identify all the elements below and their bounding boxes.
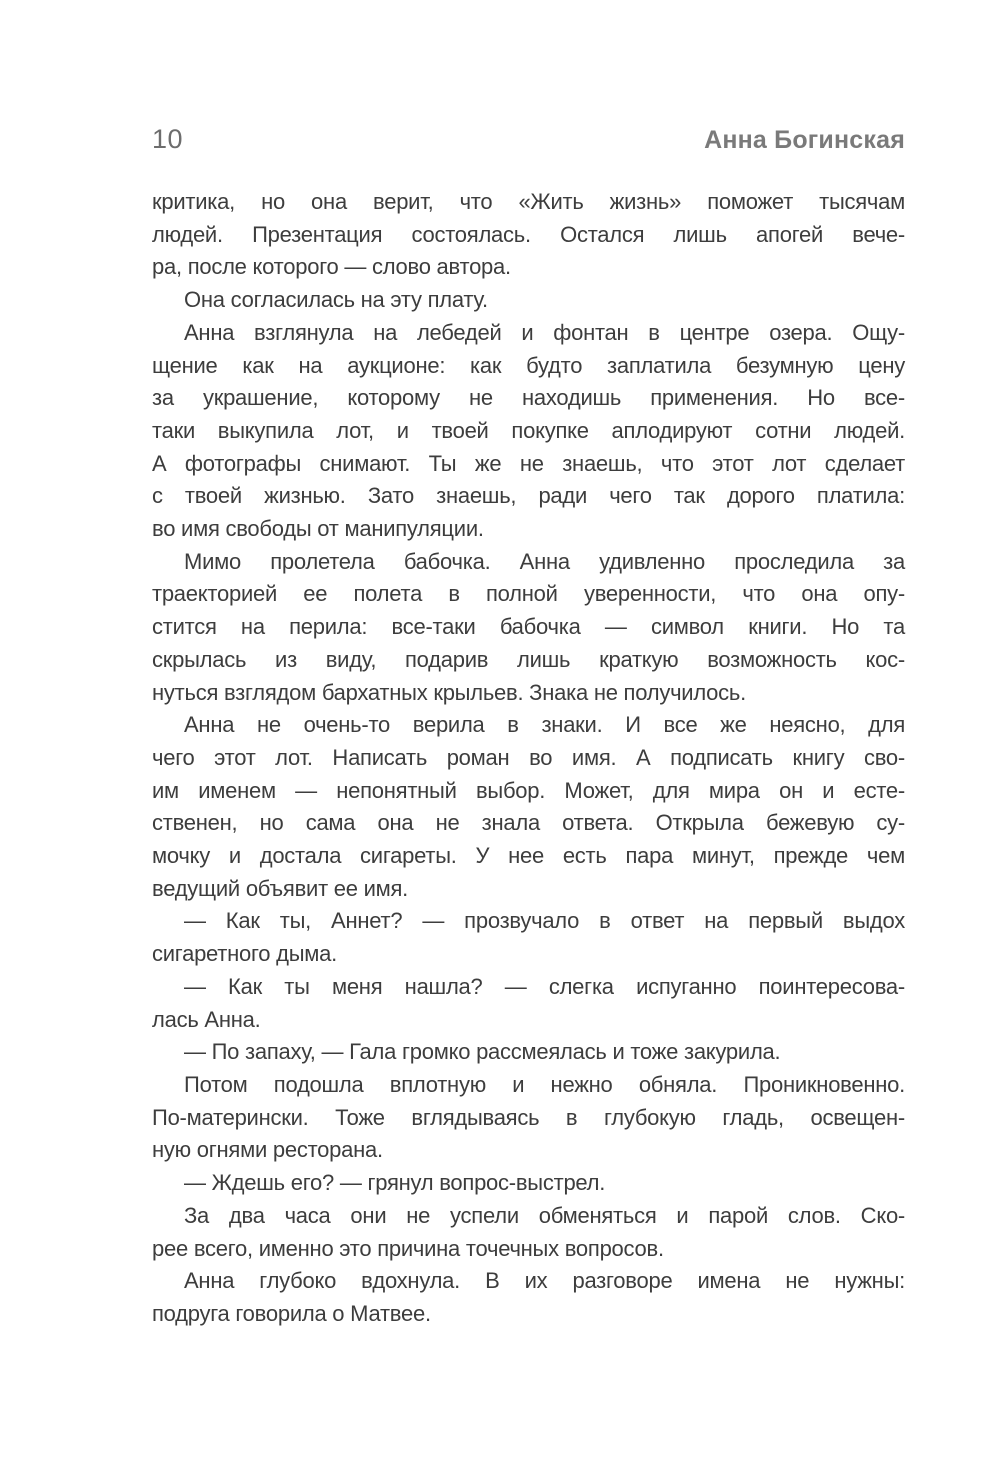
text-line: — По запаху, — Гала громко рассмеялась и тоже закурила. [184,1039,781,1065]
text-line: мочку и достала сигареты. У нее есть пара минут, прежде чем [152,843,905,869]
text-line: с твоей жизнью. Зато знаешь, ради чего так дорого платила: [152,483,905,509]
paragraph [152,1265,905,1330]
text-line: ственен, но сама она не знала ответа. Открыла бежевую су- [152,810,905,836]
paragraph [152,546,905,710]
page-body [152,186,905,1331]
running-head-author: Анна Богинская [704,126,905,154]
text-line: щение как на аукционе: как будто заплатила безумную цену [152,352,905,378]
paragraph [152,1069,905,1167]
page-header [152,124,905,155]
text-line: Она согласилась на эту плату. [184,287,488,313]
text-line: людей. Презентация состоялась. Остался лишь апогей вече- [152,221,905,247]
text-line: Мимо пролетела бабочка. Анна удивленно проследила за [184,548,905,574]
paragraph [152,971,905,1036]
paragraph [152,709,905,905]
text-line: во имя свободы от манипуляции. [152,516,484,542]
text-line: рее всего, именно это причина точечных вопросов. [152,1235,664,1261]
text-line: Анна глубоко вдохнула. В их разговоре имена не нужны: [184,1268,905,1294]
text-line: таки выкупила лот, и твоей покупке аплодируют сотни людей. [152,417,905,443]
paragraph [152,317,905,546]
paragraph [152,905,905,970]
text-line: нуться взглядом бархатных крыльев. Знака не получилось. [152,679,746,705]
text-line: Потом подошла вплотную и нежно обняла. Проникновенно. [184,1071,905,1097]
text-line: Анна взглянула на лебедей и фонтан в центре озера. Ощу- [184,319,905,345]
text-line: им именем — непонятный выбор. Может, для мира он и есте- [152,777,905,803]
text-line: По-матерински. Тоже вглядываясь в глубокую гладь, освещен- [152,1104,905,1130]
page-number: 10 [152,124,184,154]
text-line: лась Анна. [152,1006,261,1032]
text-line: стится на перила: все-таки бабочка — символ книги. Но та [152,614,905,640]
text-line: подруга говорила о Матвее. [152,1300,431,1326]
text-line: критика, но она верит, что «Жить жизнь» поможет тысячам [152,189,905,214]
text-line: ную огнями ресторана. [152,1137,383,1163]
text-line: — Ждешь его? — грянул вопрос-выстрел. [184,1170,606,1196]
paragraph [152,1036,905,1069]
text-line: чего этот лот. Написать роман во имя. А подписать книгу сво- [152,744,905,770]
paragraph [152,186,905,284]
text-line: — Как ты, Аннет? — прозвучало в ответ на первый выдох [184,908,905,934]
text-line: ра, после которого — слово автора. [152,254,511,280]
text-line: Анна не очень-то верила в знаки. И все же неясно, для [184,712,905,738]
text-line: А фотографы снимают. Ты же не знаешь, что этот лот сделает [152,450,905,476]
text-line: — Как ты меня нашла? — слегка испуганно поинтересова- [184,973,905,999]
text-line: сигаретного дыма. [152,941,338,967]
text-line: За два часа они не успели обменяться и парой слов. Ско- [184,1202,905,1228]
text-line: скрылась из виду, подарив лишь краткую возможность кос- [152,646,905,672]
paragraph [152,284,905,317]
text-line: за украшение, которому не находишь применения. Но все- [152,385,905,411]
paragraph [152,1167,905,1200]
text-line: ведущий объявит ее имя. [152,875,409,901]
text-line: траекторией ее полета в полной уверенности, что она опу- [152,581,905,607]
paragraph [152,1200,905,1265]
